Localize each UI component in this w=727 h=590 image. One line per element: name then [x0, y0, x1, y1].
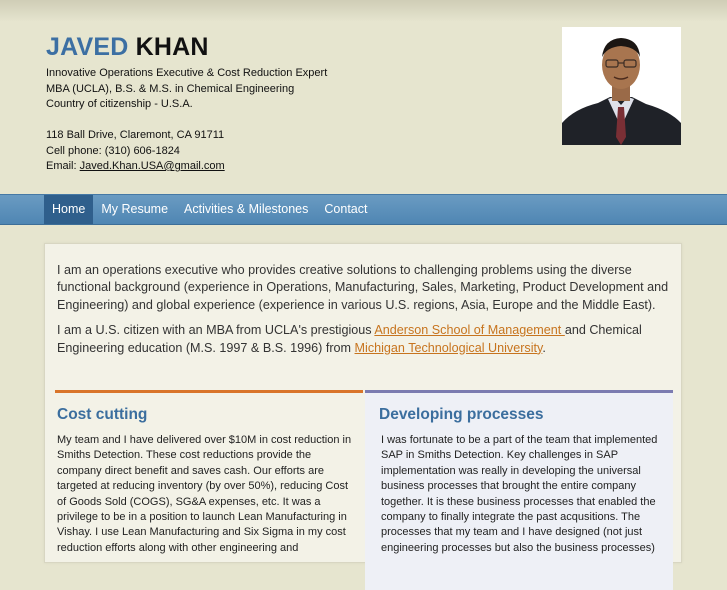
intro-text	[57, 262, 669, 365]
developing-processes-heading: Developing processes	[379, 406, 544, 423]
anderson-school-link[interactable]: Anderson School of Management	[374, 323, 565, 338]
education-line: MBA (UCLA), B.S. & M.S. in Chemical Engineering	[46, 82, 295, 95]
main-content	[44, 243, 682, 563]
developing-processes-section	[365, 390, 673, 590]
michigan-tech-link[interactable]: Michigan Technological University	[354, 340, 543, 355]
phone-line: Cell phone: (310) 606-1824	[46, 144, 180, 157]
cost-cutting-section	[55, 390, 363, 590]
first-name: JAVED	[46, 33, 129, 61]
last-name: KHAN	[135, 33, 209, 61]
nav-item-activities-milestones[interactable]: Activities & Milestones	[184, 202, 309, 216]
developing-processes-body: I was fortunate to be a part of the team that implemented SAP in Smiths Detection. Key challenges in SAP implementation was really in developing the universal business processes that brought the entire company together. It is these business processes that enabled the company to finally integrate the past acqusitions. The processes that my team and I have designed (not just engineering processes but also the business processes)	[381, 434, 658, 554]
cost-cutting-heading: Cost cutting	[57, 406, 148, 423]
nav-item-my-resume[interactable]: My Resume	[101, 202, 169, 216]
nav-item-contact[interactable]: Contact	[324, 202, 368, 216]
intro-p2-part-a: I am a U.S. citizen with an MBA from UCLA's prestigious	[57, 323, 375, 338]
main-navigation	[0, 194, 727, 225]
site-header	[46, 32, 466, 175]
nav-item-home[interactable]: Home	[44, 195, 93, 224]
citizenship-line: Country of citizenship - U.S.A.	[46, 98, 193, 110]
tagline: Innovative Operations Executive & Cost Reduction Expert	[46, 67, 328, 79]
intro-p2-part-b: and Chemical Engineering education (M.S. 1997 & B.S. 1996) from	[57, 323, 642, 355]
address-line: 118 Ball Drive, Claremont, CA 91711	[46, 129, 225, 141]
email-line	[46, 159, 466, 175]
nav-list	[0, 195, 727, 224]
intro-p2-part-c: .	[542, 340, 546, 355]
header-info	[46, 66, 466, 175]
profile-photo	[562, 27, 681, 145]
email-label: Email:	[46, 160, 80, 172]
email-link[interactable]: Javed.Khan.USA@gmail.com	[79, 160, 225, 172]
profile-photo-illustration	[562, 27, 681, 145]
spacer	[46, 113, 466, 129]
intro-paragraph-1: I am an operations executive who provides creative solutions to challenging problems using the diverse functional background (experience in Operations, Manufacturing, Sales, Marketing, Product Development and Engineering) and global experience (experience in various U.S. regions, Asia, Europe and the Middle East).	[57, 263, 669, 312]
intro-paragraph-2	[57, 322, 669, 357]
top-banner-strip	[0, 0, 727, 22]
cost-cutting-body: My team and I have delivered over $10M in cost reduction in Smiths Detection. These cost reductions provide the company direct benefit and saves cash. Our efforts are targeted at reducing inventory (by over 50%), reducing Cost of Goods Sold (COGS), SG&A expenses, etc. It was a privilege to be in a position to launch Lean Manufacturing in Vishay. I use Lean Manufacturing and Six Sigma in my cost reduction efforts along with other engineering and	[57, 434, 352, 554]
site-title	[46, 32, 466, 62]
